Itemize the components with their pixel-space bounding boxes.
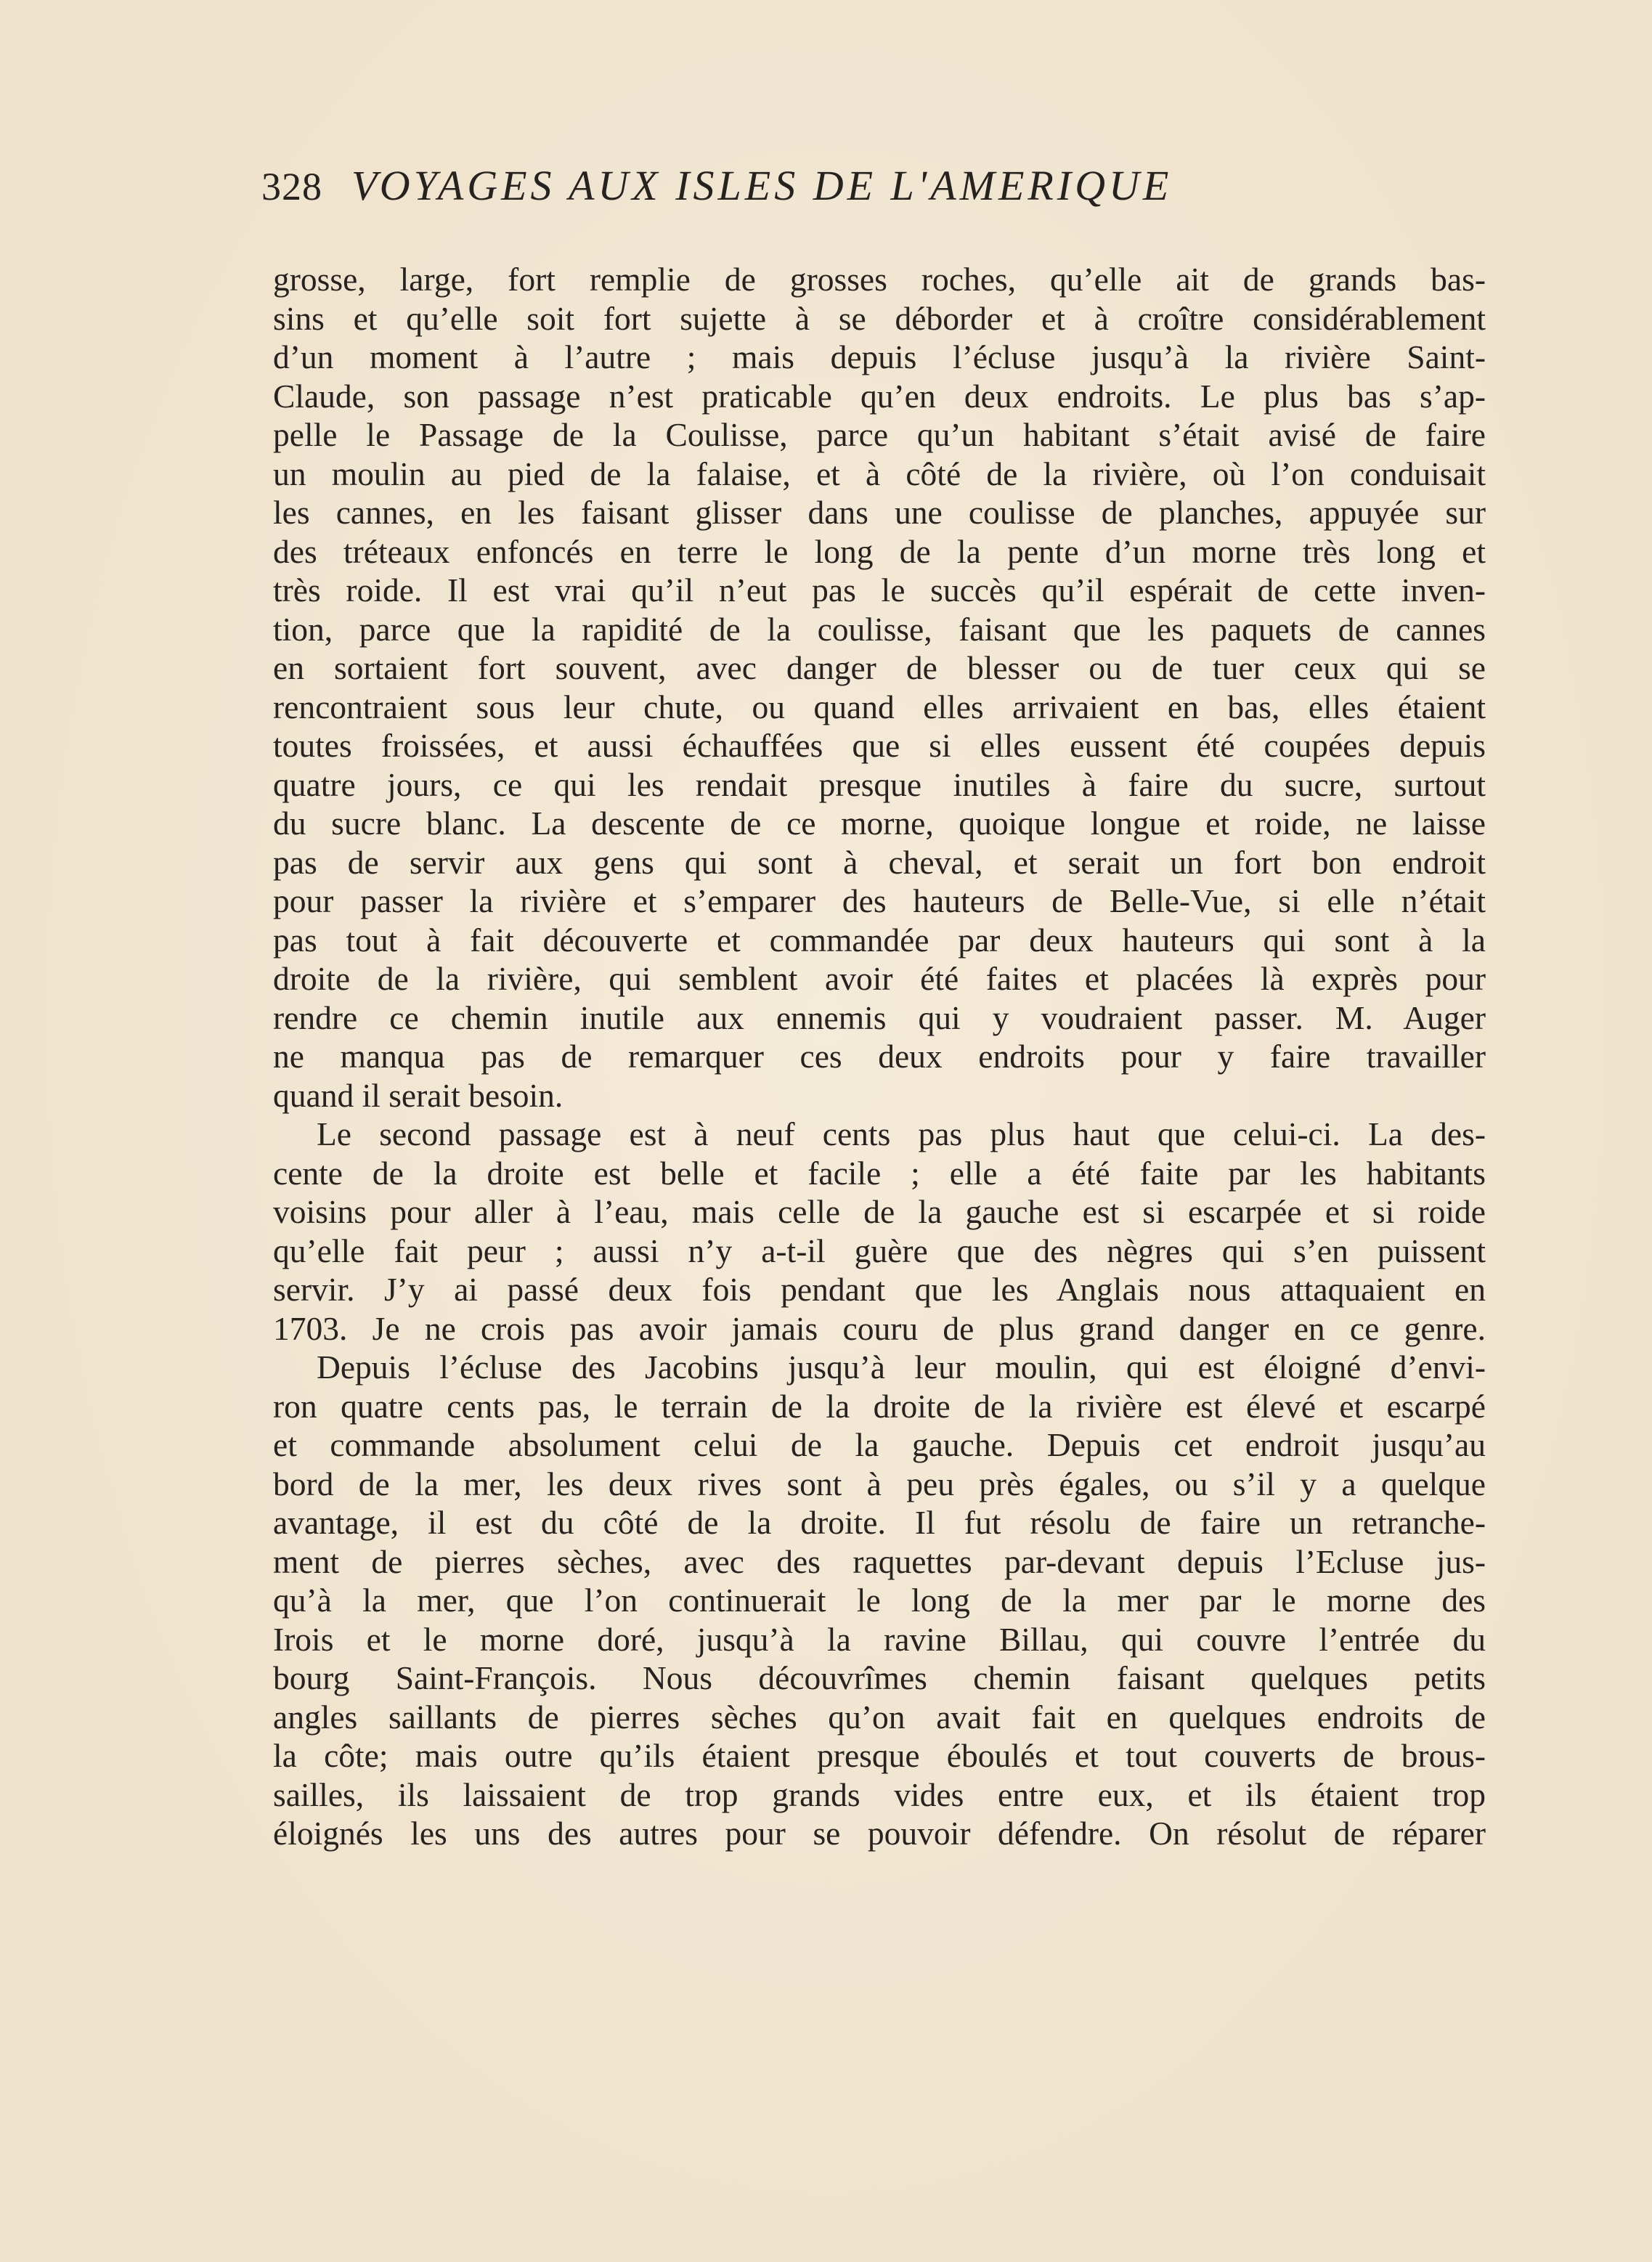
text-line: Irois et le morne doré, jusqu’à la ravine Billau, qui couvre l’entrée du: [273, 1620, 1486, 1658]
text-line: éloignés les uns des autres pour se pouvoir défendre. On résolut de réparer: [273, 1815, 1486, 1852]
text-line: d’un moment à l’autre ; mais depuis l’écluse jusqu’à la rivière Saint-: [273, 338, 1486, 375]
text-line: droite de la rivière, qui semblent avoir été faites et placées là exprès pour: [273, 960, 1486, 997]
text-line: sailles, ils laissaient de trop grands vides entre eux, et ils étaient trop: [273, 1775, 1486, 1813]
text-line: Claude, son passage n’est praticable qu’en deux endroits. Le plus bas s’ap-: [273, 377, 1486, 415]
text-line: en sortaient fort souvent, avec danger de blesser ou de tuer ceux qui se: [273, 649, 1486, 686]
text-line: avantage, il est du côté de la droite. Il fut résolu de faire un retranche-: [273, 1504, 1486, 1541]
text-line: du sucre blanc. La descente de ce morne, quoique longue et roide, ne laisse: [273, 805, 1486, 842]
text-line: rendre ce chemin inutile aux ennemis qui y voudraient passer. M. Auger: [273, 998, 1486, 1036]
text-line: bourg Saint-François. Nous découvrîmes chemin faisant quelques petits: [273, 1659, 1486, 1696]
running-title: VOYAGES AUX ISLES DE L'AMERIQUE: [351, 162, 1173, 209]
paragraph-start-line: Le second passage est à neuf cents pas plus haut que celui-ci. La des-: [317, 1115, 1486, 1152]
text-line: ment de pierres sèches, avec des raquettes par-devant depuis l’Ecluse jus-: [273, 1542, 1486, 1580]
text-line: un moulin au pied de la falaise, et à côté de la rivière, où l’on conduisait: [273, 455, 1486, 492]
text-line: pas tout à fait découverte et commandée par deux hauteurs qui sont à la: [273, 921, 1486, 959]
text-line: la côte; mais outre qu’ils étaient presque éboulés et tout couverts de brous-: [273, 1737, 1486, 1774]
text-line: cente de la droite est belle et facile ; elle a été faite par les habitants: [273, 1154, 1486, 1192]
text-line: les cannes, en les faisant glisser dans une coulisse de planches, appuyée sur: [273, 494, 1486, 531]
text-line: qu’à la mer, que l’on continuerait le long de la mer par le morne des: [273, 1582, 1486, 1619]
text-line: 1703. Je ne crois pas avoir jamais couru de plus grand danger en ce genre.: [273, 1309, 1486, 1347]
text-line: qu’elle fait peur ; aussi n’y a-t-il guère que des nègres qui s’en puissent: [273, 1232, 1486, 1269]
text-line: ne manqua pas de remarquer ces deux endroits pour y faire travailler: [273, 1038, 1486, 1075]
text-line: pelle le Passage de la Coulisse, parce qu’un habitant s’était avisé de faire: [273, 416, 1486, 453]
text-line: angles saillants de pierres sèches qu’on avait fait en quelques endroits de: [273, 1698, 1486, 1736]
text-line: grosse, large, fort remplie de grosses roches, qu’elle ait de grands bas-: [273, 261, 1486, 298]
text-line: et commande absolument celui de la gauche. Depuis cet endroit jusqu’au: [273, 1426, 1486, 1463]
text-line: des tréteaux enfoncés en terre le long de la pente d’un morne très long et: [273, 532, 1486, 570]
text-line: toutes froissées, et aussi échauffées que si elles eussent été coupées depuis: [273, 727, 1486, 764]
text-line: servir. J’y ai passé deux fois pendant que les Anglais nous attaquaient en: [273, 1271, 1486, 1308]
text-line: voisins pour aller à l’eau, mais celle de la gauche est si escarpée et si roide: [273, 1193, 1486, 1230]
text-line: très roide. Il est vrai qu’il n’eut pas le succès qu’il espérait de cette inven-: [273, 571, 1486, 609]
text-line: pas de servir aux gens qui sont à cheval, et serait un fort bon endroit: [273, 843, 1486, 881]
body-text: [273, 260, 1486, 1853]
text-line: tion, parce que la rapidité de la coulisse, faisant que les paquets de cannes: [273, 610, 1486, 648]
paragraph-start-line: Depuis l’écluse des Jacobins jusqu’à leur moulin, qui est éloigné d’envi-: [317, 1348, 1486, 1386]
page-header: [261, 161, 1496, 219]
text-line: quatre jours, ce qui les rendait presque inutiles à faire du sucre, surtout: [273, 765, 1486, 803]
text-line: sins et qu’elle soit fort sujette à se déborder et à croître considérablement: [273, 299, 1486, 337]
text-line: bord de la mer, les deux rives sont à peu près égales, ou s’il y a quelque: [273, 1465, 1486, 1502]
text-line: ron quatre cents pas, le terrain de la droite de la rivière est élevé et escarpé: [273, 1387, 1486, 1425]
page-number: 328: [261, 165, 322, 208]
text-line: pour passer la rivière et s’emparer des hauteurs de Belle-Vue, si elle n’était: [273, 882, 1486, 919]
text-line: quand il serait besoin.: [273, 1076, 563, 1114]
text-line: rencontraient sous leur chute, ou quand elles arrivaient en bas, elles étaient: [273, 688, 1486, 725]
